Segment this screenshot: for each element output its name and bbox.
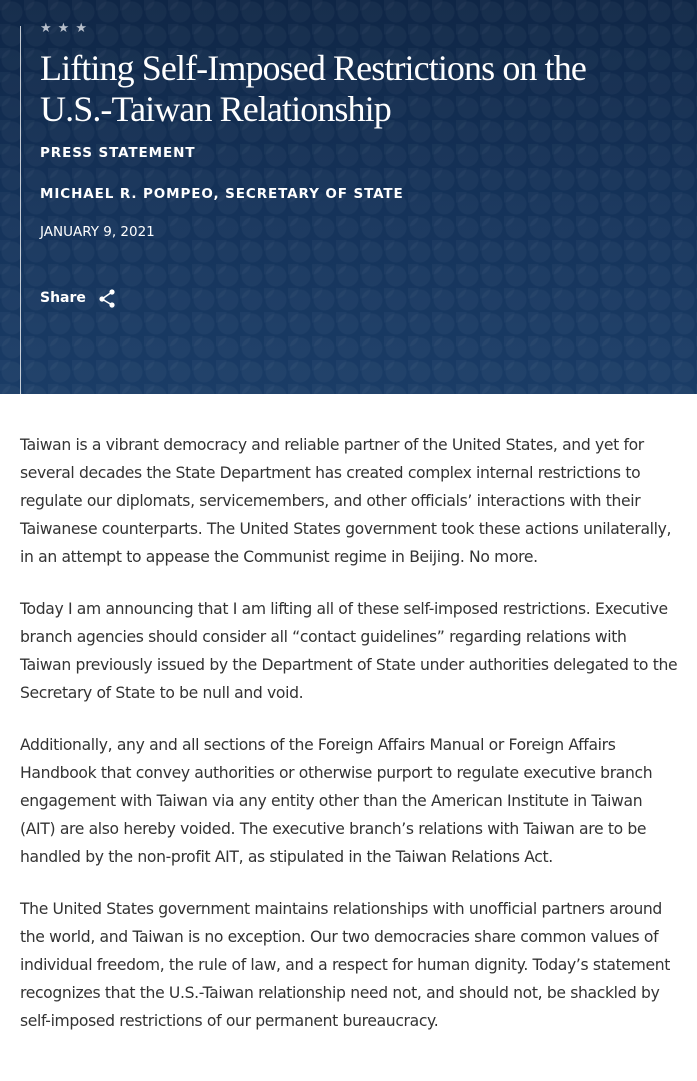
- author-byline: MICHAEL R. POMPEO, SECRETARY OF STATE: [40, 186, 404, 202]
- share-label: Share: [40, 290, 86, 306]
- article-paragraph: Additionally, any and all sections of the Foreign Affairs Manual or Foreign Affairs Handbook that convey authorities or otherwise purport to regulate executive branch engagement with Taiwan via any entity other than the American Institute in Taiwan (AIT) are also hereby voided. The executive branch’s relations with Taiwan are to be handled by the non-profit AIT, as stipulated in the Taiwan Relations Act.: [20, 736, 653, 866]
- share-icon: [98, 288, 116, 308]
- article-paragraph: Today I am announcing that I am lifting all of these self-imposed restrictions. Executive branch agencies should consider all “contact guidelines” regarding relations with Taiwan previously issued by the Department of State under authorities delegated to the Secretary of State to be null and void.: [20, 600, 678, 702]
- star-icon: ★: [57, 21, 70, 36]
- share-button[interactable]: [40, 288, 116, 308]
- statement-type-label: PRESS STATEMENT: [40, 145, 196, 161]
- article-body: [20, 431, 680, 1059]
- publish-date: JANUARY 9, 2021: [40, 224, 155, 240]
- star-icon: ★: [40, 21, 52, 36]
- hero-vertical-rule: [20, 26, 21, 394]
- star-icon: ★: [75, 21, 87, 36]
- hero-banner: [0, 0, 697, 394]
- article-paragraph: Taiwan is a vibrant democracy and reliable partner of the United States, and yet for several decades the State Department has created complex internal restrictions to regulate our diplomats, servicemembers, and other officials’ interactions with their Taiwanese counterparts. The United States government took these actions unilaterally, in an attempt to appease the Communist regime in Beijing. No more.: [20, 436, 672, 566]
- article-paragraph: The United States government maintains relationships with unofficial partners around the world, and Taiwan is no exception. Our two democracies share common values of individual freedom, the rule of law, and a respect for human dignity. Today’s statement recognizes that the U.S.-Taiwan relationship need not, and should not, be shackled by self-imposed restrictions of our permanent bureaucracy.: [20, 900, 671, 1030]
- star-ornament: [40, 21, 87, 41]
- page-title: Lifting Self-Imposed Restrictions on the U.S.-Taiwan Relationship: [40, 48, 586, 129]
